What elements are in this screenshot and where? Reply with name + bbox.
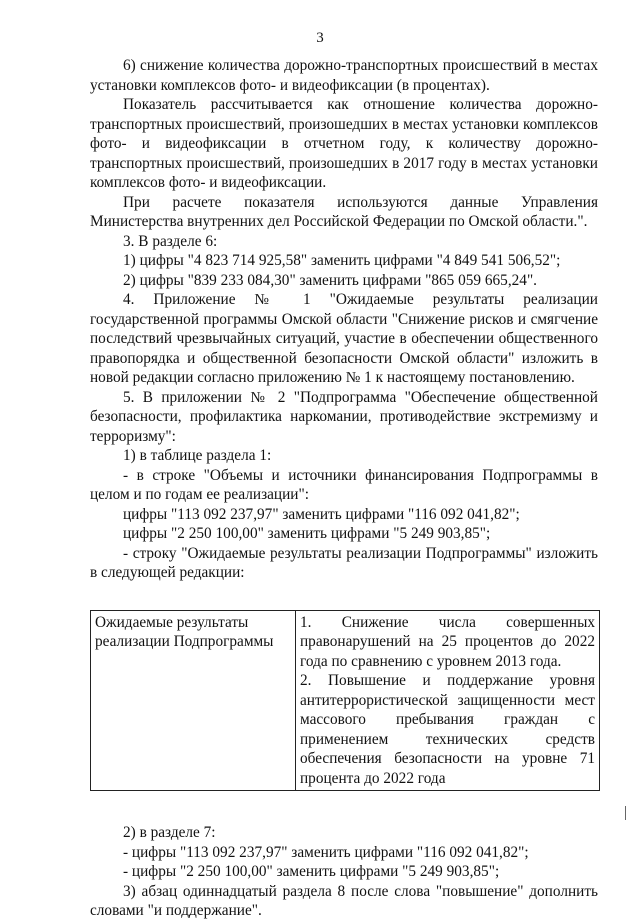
page-number: 3 bbox=[316, 30, 324, 46]
paragraph: 2) в разделе 7: bbox=[123, 824, 216, 841]
paragraph: Показатель рассчитывается как отношение количества дорожно-транспортных происшествий, произошедших в местах установки комплексов фото- и видеофиксации в отчетном году, к количеству дорожно-транспортных происшествий, произошедших в 2017 году в местах установки комплексов фото- и видеофиксации. bbox=[90, 96, 598, 191]
paragraph: 3) абзац одиннадцатый раздела 8 после слова "повышение" дополнить словами "и поддержание". bbox=[90, 882, 598, 919]
document-body bbox=[90, 56, 598, 921]
paragraph: - в строке "Объемы и источники финансирования Подпрограммы в целом и по годам ее реализации": bbox=[90, 466, 598, 503]
paragraph: цифры "113 092 237,97" заменить цифрами "116 092 041,82"; bbox=[123, 505, 520, 523]
paragraph: - цифры "113 092 237,97" заменить цифрами "116 092 041,82"; bbox=[123, 843, 529, 861]
paragraph: 5. В приложении № 2 "Подпрограмма "Обеспечение общественной безопасности, профилактика наркомании, противодействие экстремизму и терроризму": bbox=[90, 388, 598, 445]
table-item: 1. Снижение числа совершенных правонарушений на 25 процентов до 2022 года по сравнению с уровнем 2013 года. bbox=[300, 613, 595, 670]
paragraph: - цифры "2 250 100,00" заменить цифрами "5 249 903,85"; bbox=[123, 863, 500, 880]
paragraph: 6) снижение количества дорожно-транспортных происшествий в местах установки комплексов фото- и видеофиксации (в процентах). bbox=[90, 57, 598, 94]
paragraph: 2) цифры "839 233 084,30" заменить цифрами "865 059 665,24". bbox=[123, 271, 538, 289]
table-item: 2. Повышение и поддержание уровня антитеррористической защищенности мест массового пребывания граждан с применением технических средств обеспечения безопасности на уровне 71 процента до 2022 года bbox=[300, 672, 595, 787]
margin-mark bbox=[625, 806, 626, 820]
results-table bbox=[90, 610, 600, 792]
paragraph: 4. Приложение № 1 "Ожидаемые результаты реализации государственной программы Омской области "Снижение рисков и смягчение последствий чрезвычайных ситуаций, участие в обеспечении общественного правопорядка и общественной безопасности Омской области" изложить в новой редакции согласно приложению № 1 к настоящему постановлению. bbox=[90, 291, 598, 386]
table-row bbox=[91, 610, 600, 791]
paragraph: При расчете показателя используются данные Управления Министерства внутренних дел Российской Федерации по Омской области.". bbox=[90, 193, 598, 230]
paragraph: 1) цифры "4 823 714 925,58" заменить цифрами "4 849 541 506,52"; bbox=[123, 252, 561, 269]
paragraph: 3. В разделе 6: bbox=[123, 232, 218, 250]
paragraph: цифры "2 250 100,00" заменить цифрами "5 249 903,85"; bbox=[123, 525, 491, 542]
paragraph: - строку "Ожидаемые результаты реализации Подпрограммы" изложить в следующей редакции: bbox=[90, 544, 598, 581]
bottom-section bbox=[90, 823, 598, 921]
table-cell-label: Ожидаемые результаты реализации Подпрограммы bbox=[91, 610, 296, 791]
table-cell-content bbox=[296, 610, 600, 791]
paragraph: 1) в таблице раздела 1: bbox=[123, 447, 272, 464]
results-table-wrapper bbox=[90, 610, 600, 792]
